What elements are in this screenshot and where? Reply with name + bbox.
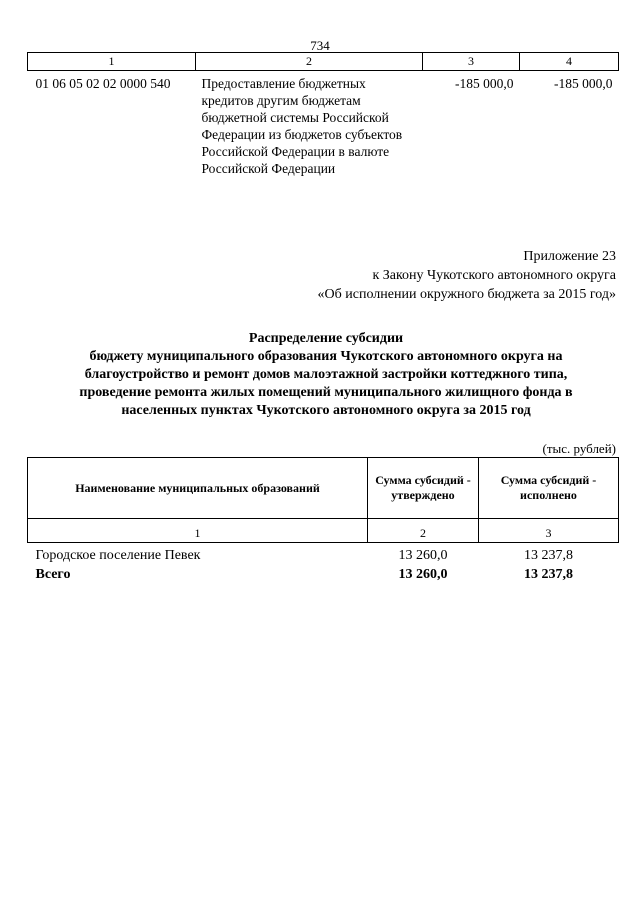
- subsidy-table: [27, 457, 619, 584]
- title-line: благоустройство и ремонт домов малоэтажной застройки коттеджного типа,: [84, 367, 568, 382]
- appendix-law-ref: к Закону Чукотского автономного округа: [372, 268, 616, 283]
- table-header-row: [28, 458, 619, 519]
- table-column-numbers: [28, 519, 619, 543]
- title-line: проведение ремонта жилых помещений муниципального жилищного фонда в: [79, 385, 573, 400]
- title-line: населенных пунктах Чукотского автономного округа за 2015 год: [121, 403, 531, 418]
- table-row: [28, 71, 619, 178]
- executed-amount: 13 237,8: [524, 548, 573, 563]
- column-number: 2: [368, 519, 479, 543]
- appendix-header: [318, 247, 616, 304]
- column-number: 2: [196, 53, 423, 71]
- column-number: 1: [28, 53, 196, 71]
- total-label: Всего: [35, 567, 71, 582]
- total-executed: 13 237,8: [524, 567, 573, 582]
- column-number: 4: [520, 53, 619, 71]
- appendix-law-title: «Об исполнении окружного бюджета за 2015 год»: [317, 287, 616, 302]
- approved-amount: 13 260,0: [398, 548, 448, 563]
- appendix-number: Приложение 23: [523, 249, 616, 264]
- total-row: [28, 565, 619, 584]
- units-label: (тыс. рублей): [542, 441, 616, 456]
- column-header-approved: Сумма субсидий - утверждено: [368, 458, 479, 519]
- total-approved: 13 260,0: [398, 567, 448, 582]
- municipality-name: Городское поселение Певек: [35, 548, 201, 563]
- table-row: [28, 543, 619, 566]
- column-header-executed: Сумма субсидий - исполнено: [479, 458, 619, 519]
- approved-amount: -185 000,0: [455, 76, 514, 91]
- page-number: 734: [310, 38, 330, 53]
- document-title: [30, 330, 622, 420]
- executed-amount: -185 000,0: [554, 76, 613, 91]
- table-column-numbers: [28, 53, 619, 71]
- title-line: бюджету муниципального образования Чукотского автономного округа на: [89, 349, 563, 364]
- column-number: 3: [479, 519, 619, 543]
- budget-sources-table: [27, 52, 619, 177]
- row-description: Предоставление бюджетных кредитов другим бюджетам бюджетной системы Российской Федерации из бюджетов субъектов Российской Федерации в валюте Российской Федерации: [201, 76, 403, 176]
- column-number: 1: [28, 519, 368, 543]
- column-number: 3: [423, 53, 520, 71]
- title-line: Распределение субсидии: [248, 331, 404, 346]
- column-header-name: Наименование муниципальных образований: [28, 458, 368, 519]
- budget-code: 01 06 05 02 02 0000 540: [35, 76, 171, 91]
